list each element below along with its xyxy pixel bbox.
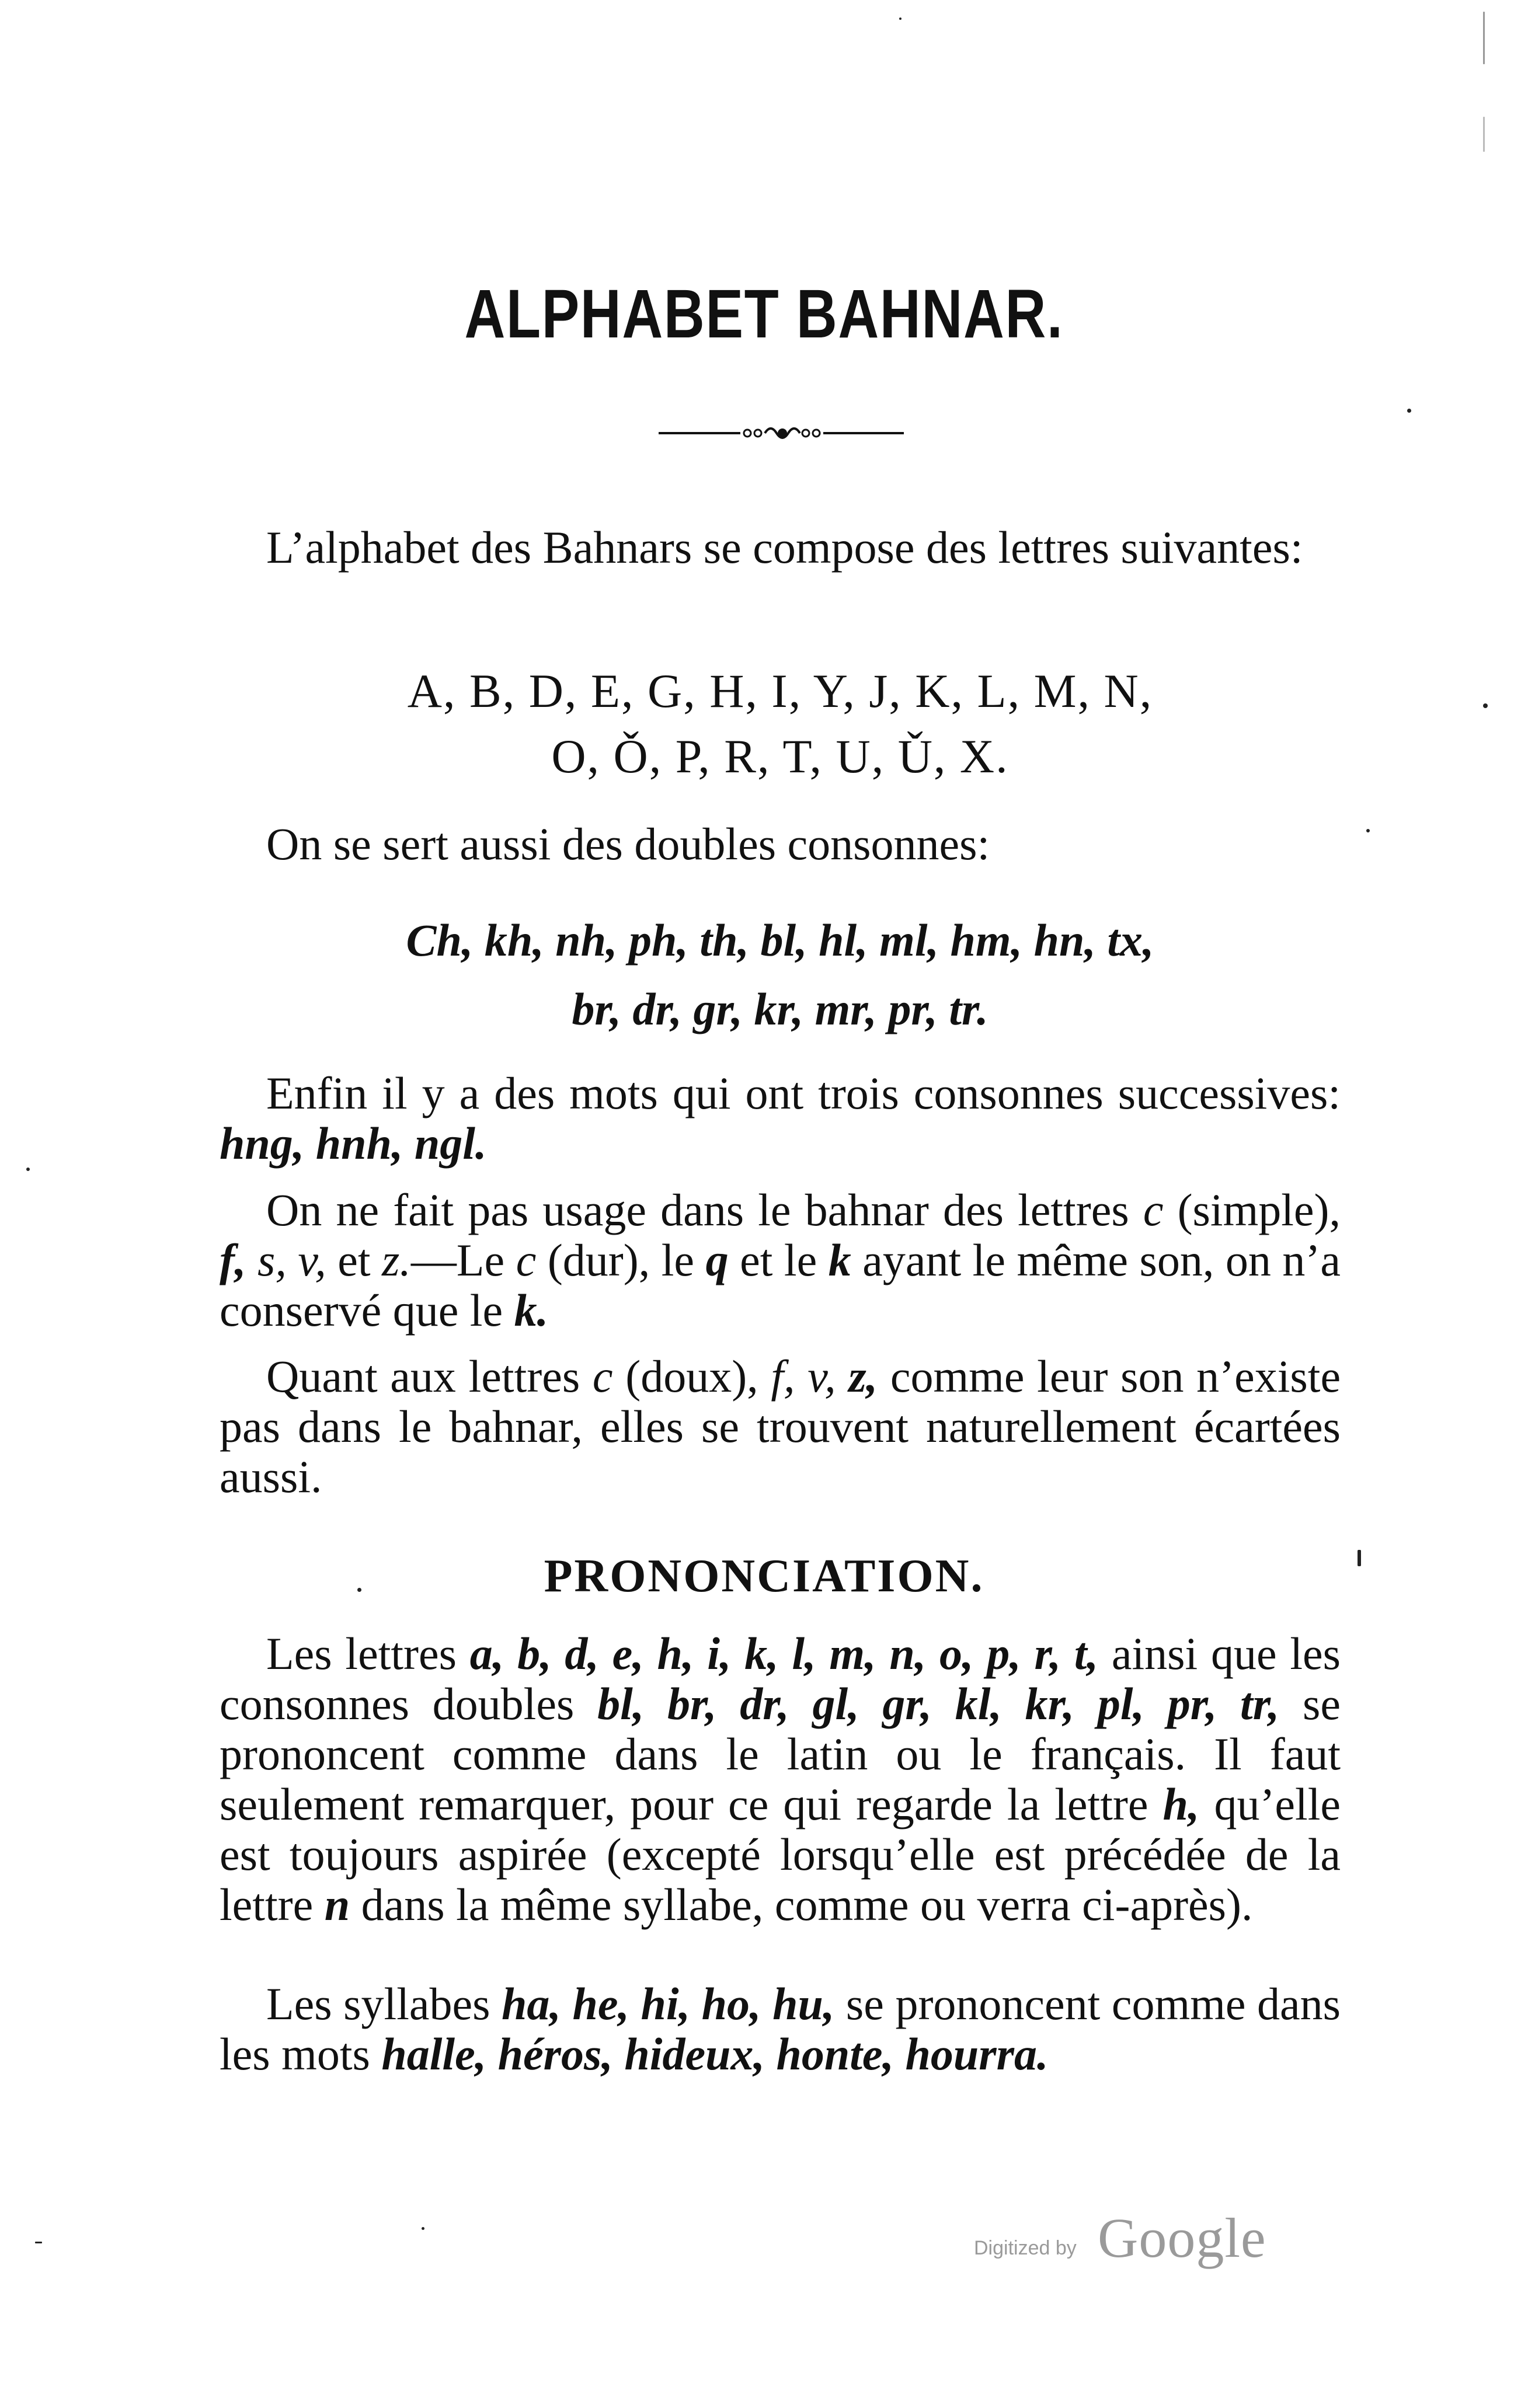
unused-text-4: —Le [410, 1235, 505, 1285]
page-title: ALPHABET BAHNAR. [464, 276, 1064, 353]
pron-letter-h: h, [1162, 1779, 1200, 1829]
ornament-divider [659, 421, 904, 445]
unused-text-7: ayant le même son, on n’a conservé que le [220, 1235, 1341, 1336]
unused-text-5: (dur), le [547, 1235, 695, 1285]
scan-speck [26, 1168, 30, 1171]
letter-c-soft: c [592, 1351, 613, 1402]
unused-text-6: et le [740, 1235, 817, 1285]
doubles-line-2: br, dr, gr, kr, mr, pr, tr. [572, 984, 988, 1034]
letter-s: s, [257, 1235, 287, 1285]
triples-paragraph [220, 1068, 1341, 1169]
digitized-watermark [969, 2201, 1343, 2271]
letter-k-final: k. [514, 1285, 549, 1336]
scan-edge-mark [1483, 12, 1485, 64]
pronunciation-paragraph [220, 1629, 1341, 1930]
syllables-paragraph [220, 1979, 1341, 2079]
quant-text-2: (doux), [625, 1351, 758, 1402]
quant-text-3: comme leur son n’existe pas dans le bahnar, elles se trouvent naturellement écartées aussi. [220, 1351, 1341, 1502]
letter-v: v, [298, 1235, 326, 1285]
scan-speck [1483, 703, 1488, 708]
pron-text-2: ainsi que les consonnes doubles [220, 1628, 1341, 1729]
unused-section [220, 1185, 1341, 1336]
unused-text-1: On ne fait pas usage dans le bahnar des lettres [266, 1184, 1129, 1235]
syll-words: halle, héros, hideux, honte, hourra. [381, 2029, 1049, 2079]
pron-text-3: se prononcent comme dans le latin ou le français. Il faut seulement remarquer, pour ce qui regarde la lettre [220, 1678, 1341, 1829]
alphabet-line-2: O, Ǒ, P, R, T, U, Ǔ, X. [551, 730, 1009, 783]
quant-section [220, 1351, 1341, 1502]
letter-c: c [1143, 1184, 1164, 1235]
syll-examples: ha, he, hi, ho, hu, [502, 1978, 835, 2029]
scan-speck [1366, 829, 1370, 832]
pron-letters: a, b, d, e, h, i, k, l, m, n, o, p, r, t, [469, 1628, 1099, 1679]
unused-text-3: et [337, 1235, 371, 1285]
syll-text-2: se prononcent comme dans les mots [220, 1978, 1341, 2079]
pron-text-1: Les lettres [266, 1628, 457, 1679]
google-logo: Google [1098, 2207, 1266, 2269]
letter-f: f, [220, 1235, 246, 1285]
scan-speck [357, 1588, 361, 1592]
triples-text: Enfin il y a des mots qui ont trois consonnes successives: [266, 1068, 1341, 1118]
triples-section [220, 1068, 1341, 1169]
scan-speck [422, 2227, 424, 2230]
doubles-intro: On se sert aussi des doubles consonnes: [266, 818, 990, 869]
letter-c-hard: c [516, 1235, 537, 1285]
letter-f-2: f, [771, 1351, 795, 1402]
letter-z-2: z, [848, 1351, 878, 1402]
scan-speck [35, 2242, 42, 2243]
section-heading: PRONONCIATION. [544, 1550, 984, 1602]
digitized-label: Digitized by [974, 2237, 1077, 2259]
intro-paragraph: L’alphabet des Bahnars se compose des lettres suivantes: [266, 522, 1303, 573]
unused-paragraph [220, 1185, 1341, 1336]
quant-paragraph [220, 1351, 1341, 1502]
scan-edge-mark [1483, 117, 1485, 152]
doubles-list [220, 906, 1341, 1044]
scan-speck [1407, 409, 1411, 413]
alphabet-line-1: A, B, D, E, G, H, I, Y, J, K, L, M, N, [407, 664, 1153, 717]
triples-examples: hng, hnh, ngl. [220, 1118, 487, 1169]
syllables-section [220, 1979, 1341, 2079]
pronunciation-section [220, 1629, 1341, 1930]
pron-text-5: dans la même syllabe, comme ou verra ci-après). [361, 1879, 1253, 1930]
pron-text-4: qu’elle est toujours aspirée (excepté lorsqu’elle est précédée de la lettre [220, 1779, 1341, 1930]
unused-text-2: (simple), [1177, 1184, 1341, 1235]
doubles-line-1: Ch, kh, nh, ph, th, bl, hl, ml, hm, hn, tx, [406, 915, 1154, 966]
quant-text-1: Quant aux lettres [266, 1351, 580, 1402]
pron-letter-n: n [324, 1879, 350, 1930]
letter-z: z. [382, 1235, 411, 1285]
syll-text-1: Les syllabes [266, 1978, 490, 2029]
pron-doubles: bl, br, dr, gl, gr, kl, kr, pl, pr, tr, [597, 1678, 1280, 1729]
letter-k: k [828, 1235, 851, 1285]
alphabet-list [220, 658, 1341, 789]
intro-section [220, 522, 1341, 573]
letter-v-2: v, [807, 1351, 836, 1402]
doubles-section [220, 819, 1341, 869]
letter-q: q [705, 1235, 729, 1285]
scan-speck [1358, 1550, 1361, 1566]
scan-speck [899, 18, 902, 20]
